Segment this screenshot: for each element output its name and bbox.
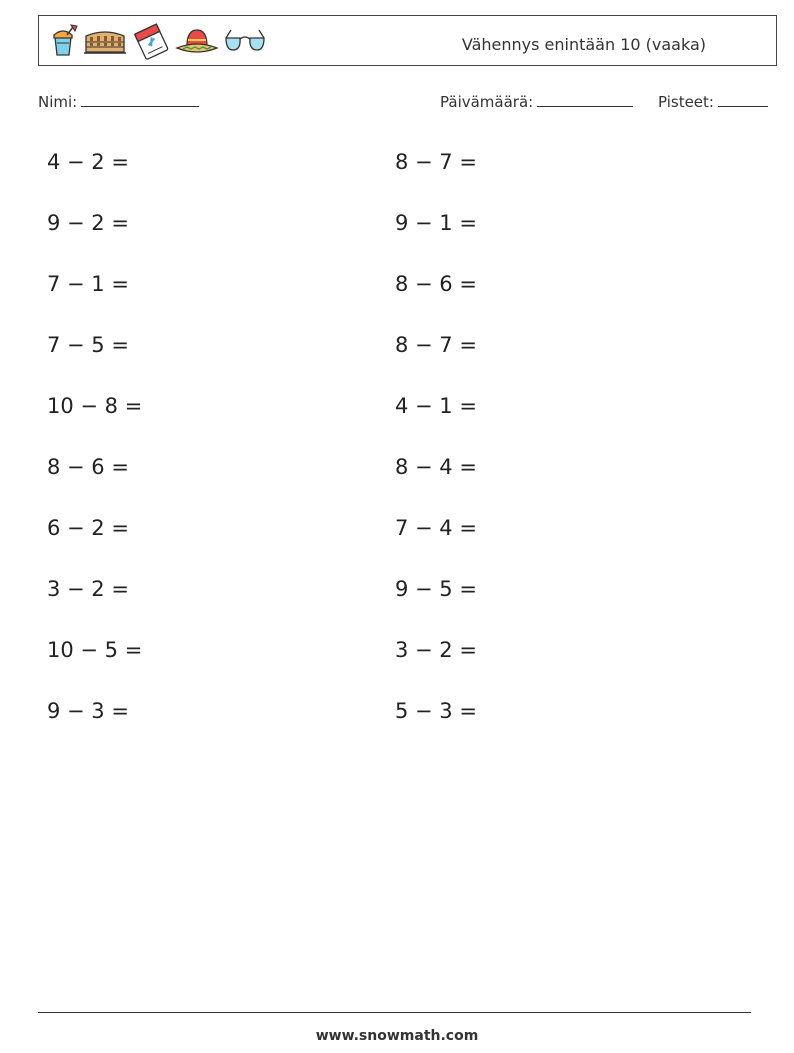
name-field	[38, 92, 199, 111]
problem-item: 7 − 1 =	[47, 272, 129, 296]
date-line[interactable]	[537, 92, 633, 107]
worksheet-title: Vähennys enintään 10 (vaaka)	[461, 35, 706, 54]
header-icons	[47, 21, 267, 61]
colosseum-icon	[83, 26, 127, 56]
problem-item: 5 − 3 =	[395, 699, 477, 723]
problem-item: 3 − 2 =	[395, 638, 477, 662]
problem-item: 7 − 4 =	[395, 516, 477, 540]
problem-item: 4 − 1 =	[395, 394, 477, 418]
problem-item: 3 − 2 =	[47, 577, 129, 601]
problem-item: 8 − 6 =	[47, 455, 129, 479]
sand-bucket-icon	[47, 23, 79, 59]
problem-item: 9 − 1 =	[395, 211, 477, 235]
problem-item: 8 − 6 =	[395, 272, 477, 296]
sunglasses-icon	[223, 26, 267, 56]
name-line[interactable]	[81, 92, 199, 107]
problem-item: 10 − 5 =	[47, 638, 143, 662]
problem-item: 10 − 8 =	[47, 394, 143, 418]
problem-item: 8 − 7 =	[395, 150, 477, 174]
plane-ticket-icon	[131, 22, 171, 60]
problem-item: 9 − 3 =	[47, 699, 129, 723]
problem-item: 9 − 5 =	[395, 577, 477, 601]
problem-item: 8 − 7 =	[395, 333, 477, 357]
problem-item: 7 − 5 =	[47, 333, 129, 357]
score-line[interactable]	[718, 92, 768, 107]
problem-item: 4 − 2 =	[47, 150, 129, 174]
date-label: Päivämäärä:	[440, 93, 534, 111]
score-label: Pisteet:	[658, 93, 714, 111]
header-box	[38, 15, 777, 66]
footer-divider	[38, 1012, 751, 1013]
footer-url[interactable]: www.snowmath.com	[315, 1028, 479, 1044]
name-label: Nimi:	[38, 93, 78, 111]
problem-item: 9 − 2 =	[47, 211, 129, 235]
date-field	[440, 92, 633, 111]
problem-item: 8 − 4 =	[395, 455, 477, 479]
problem-item: 6 − 2 =	[47, 516, 129, 540]
sombrero-icon	[175, 26, 219, 56]
score-field	[658, 92, 768, 111]
